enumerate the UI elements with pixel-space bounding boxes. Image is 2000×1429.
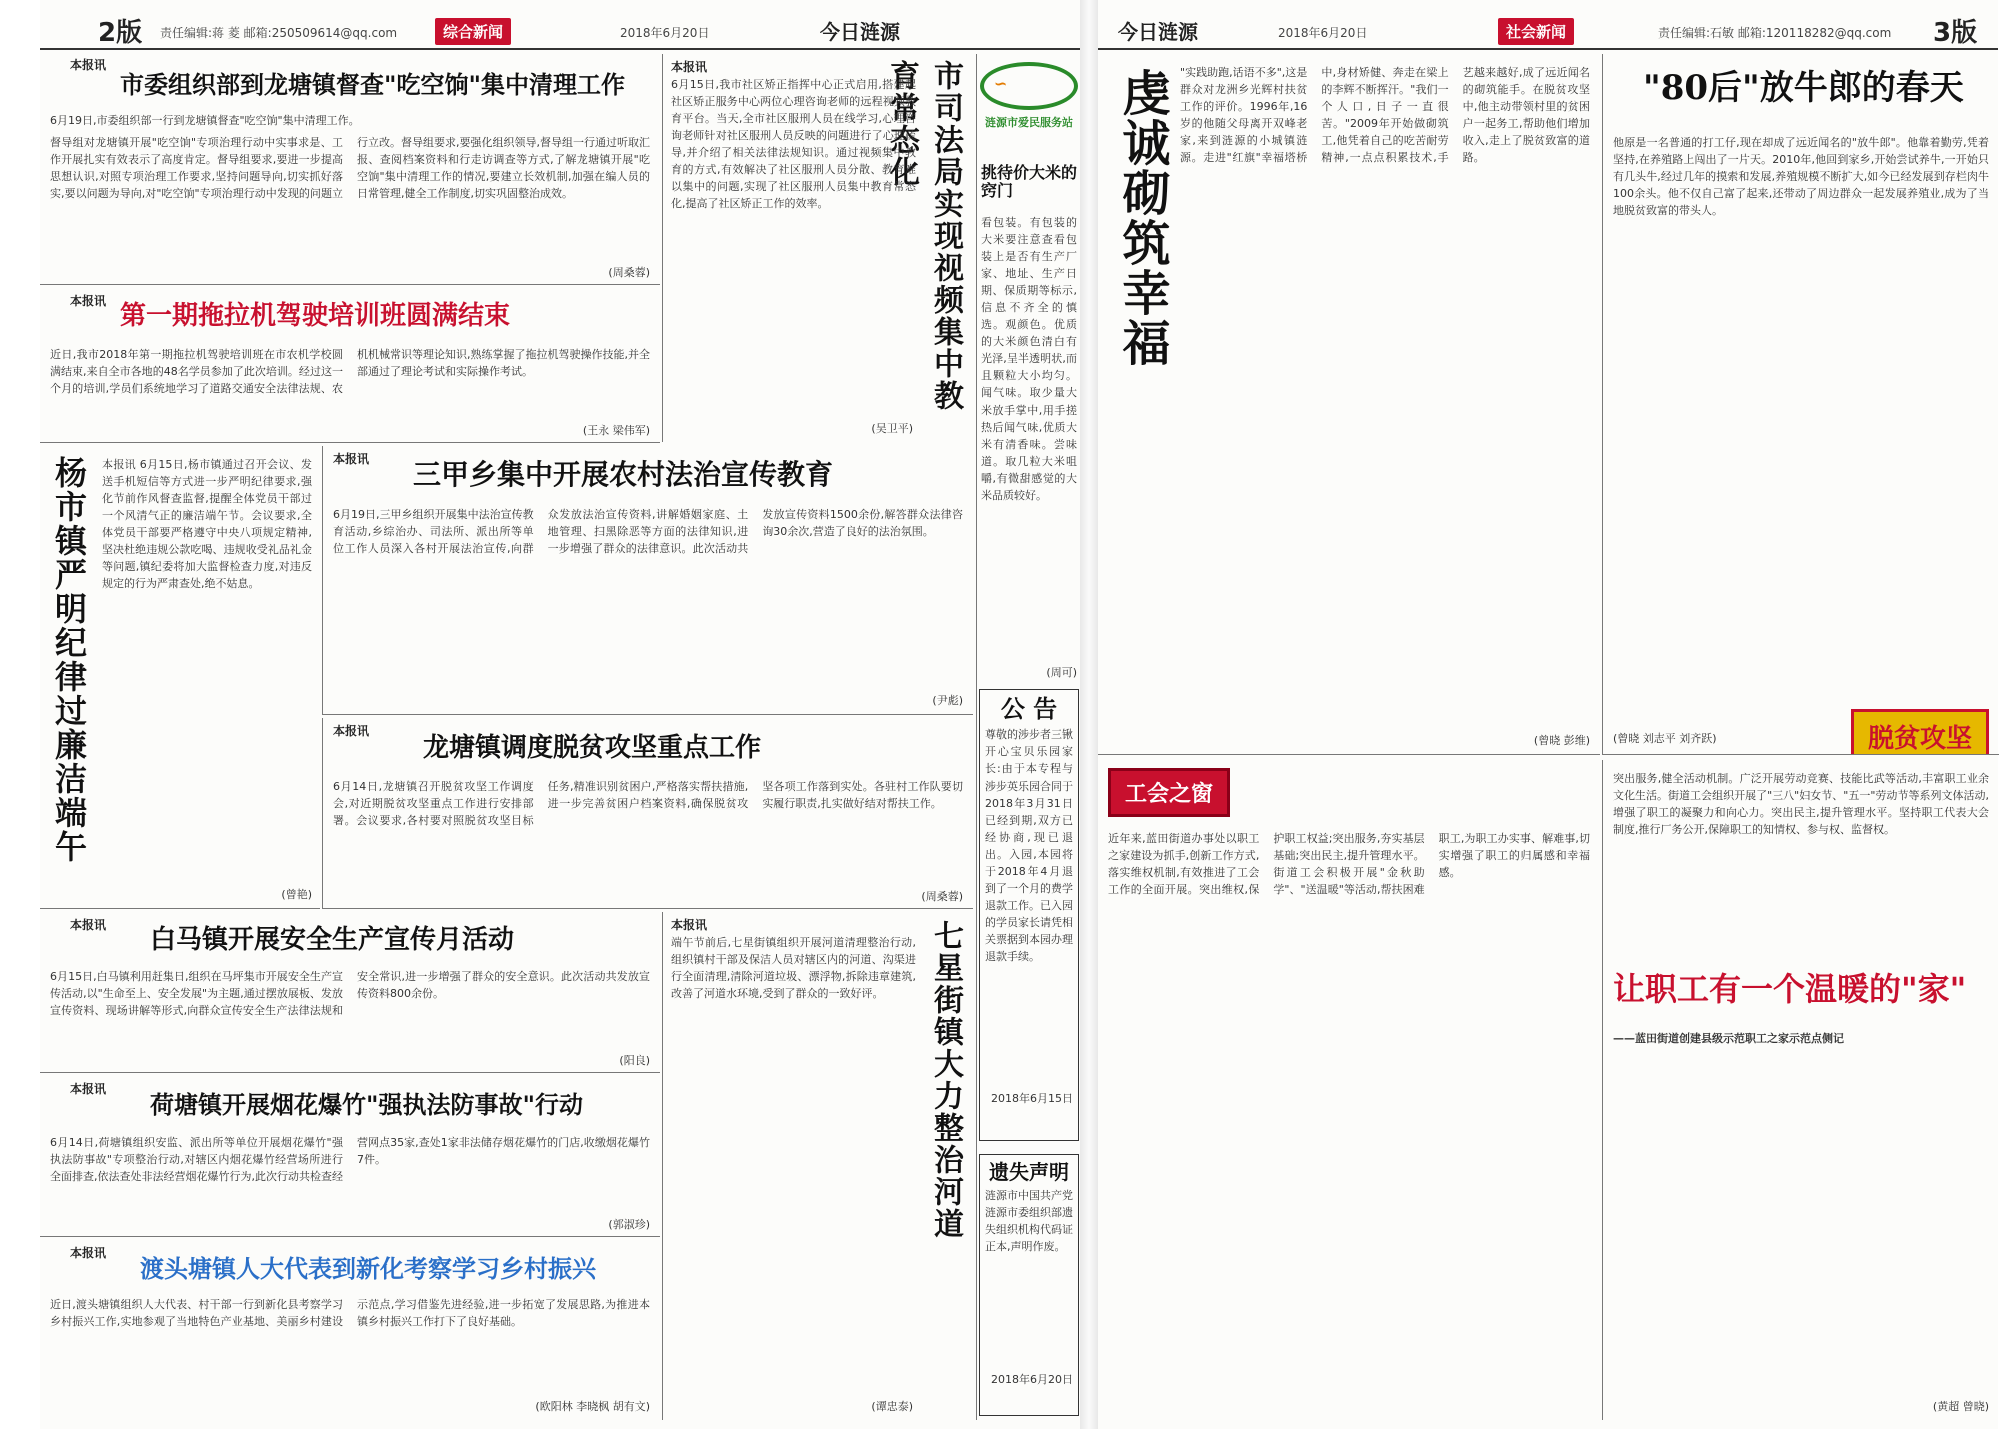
editor-info: 责任编辑:蒋 菱 邮箱:250509614@qq.com [160, 26, 398, 40]
rice-tips-headline: 挑待价大米的窍门 [981, 163, 1078, 200]
article-byline: (阳良) [619, 1054, 650, 1067]
article-byline: (曾晓 彭维) [1533, 734, 1590, 747]
article-body: 6月19日,三甲乡组织开展集中法治宣传教育活动,乡综治办、司法所、派出所等单位工作人员深入各村开展法治宣传,向群众发放法治宣传资料,讲解婚姻家庭、土地管理、扫黑除恶等方面的法律知识,进一步增强了群众的法律意识。此次活动共发放宣传资料1500余份,解答群众法律咨询30余次,营造了良好的法治氛围。 [333, 508, 963, 556]
article-kicker: 本报讯 [333, 724, 370, 738]
article-body: 6月15日,我市社区矫正指挥中心正式启用,搭建起社区矫正服务中心两位心理咨询老师的远程视频教育平台。当天,全市社区服刑人员在线学习,心理咨询老师针对社区服刑人员反映的问题进行了心理疏导,并介绍了相关法律法规知识。通过视频集中教育的方式,有效解决了社区服刑人员分散、教育难以集中的问题,实现了社区服刑人员集中教育常态化,提高了社区矫正工作的效率。 [671, 78, 916, 211]
article-kicker: 本报讯 [70, 58, 107, 72]
lost-statement-body: 涟源市中国共产党涟源市委组织部遗失组织机构代码证正本,声明作废。 [985, 1189, 1073, 1254]
section-tag: 综合新闻 [435, 18, 511, 45]
notice-date: 2018年6月15日 [991, 1092, 1073, 1106]
article-baima-safety-month [40, 912, 660, 1073]
logo-caption: 涟源市爱民服务站 [985, 116, 1073, 129]
article-byline: (欧阳林 李晓枫 胡有文) [535, 1400, 650, 1413]
article-headline: 三甲乡集中开展农村法治宣传教育 [413, 458, 834, 491]
notice-box [979, 689, 1079, 1141]
article-byline: (周桑蓉) [921, 890, 963, 903]
article-kicker: 本报讯 [70, 918, 107, 932]
union-window-tag: 工会之窗 [1108, 768, 1230, 817]
right-strip-column [976, 54, 1081, 1420]
article-warm-home-for-workers [1602, 760, 1999, 1420]
article-body: 6月14日,荷塘镇组织安监、派出所等单位开展烟花爆竹"强执法防事故"专项整治行动,对辖区内烟花爆竹经营场所进行全面排查,依法查处非法经营烟花爆竹行为,此次行动共检查经营网点35家,查处1家非法储存烟花爆竹的门店,收缴烟花爆竹7件。 [50, 1136, 650, 1184]
article-hetang-fireworks [40, 1076, 660, 1237]
lost-statement-box [979, 1154, 1079, 1416]
article-byline: (尹彪) [932, 694, 963, 707]
article-byline: (王永 梁伟军) [582, 424, 650, 437]
article-body: 6月15日,白马镇利用赶集日,组织在马坪集市开展安全生产宣传活动,以"生命至上、安全发展"为主题,通过摆放展板、发放宣传资料、现场讲解等形式,向群众宣传安全生产法律法规和安全常识,进一步增强了群众的安全意识。此次活动共发放宣传资料800余份。 [50, 970, 650, 1018]
article-kicker: 本报讯 [70, 1246, 107, 1260]
service-station-logo [977, 62, 1081, 130]
page-3 [1098, 0, 1998, 1429]
article-headline: 七星街镇大力整治河道 [928, 920, 963, 1240]
article-byline: (黄超 曾晓) [1932, 1400, 1989, 1413]
article-headline: 白马镇开展安全生产宣传月活动 [150, 925, 515, 955]
article-byline: (曾晓 刘志平 刘齐跃) [1613, 732, 1717, 745]
article-body: 突出服务,健全活动机制。广泛开展劳动竞赛、技能比武等活动,丰富职工业余文化生活。街道工会组织开展了"三八"妇女节、"五一"劳动节等系列文体活动,增强了职工的凝聚力和向心力。突出民主,提升管理水平。坚持职工代表大会制度,推行厂务公开,保障职工的知情权、参与权、监督权。 [1613, 772, 1989, 837]
article-headline: 杨市镇严明纪律过廉洁端午 [50, 456, 88, 864]
article-sanjia-legal-education [322, 446, 973, 715]
article-byline: (曾艳) [281, 888, 312, 901]
editor-info: 责任编辑:石敏 邮箱:120118282@qq.com [1658, 26, 1892, 40]
article-80s-cowherd-spring [1602, 54, 1999, 755]
article-dateline: 6月19日,市委组织部一行到龙塘镇督查"吃空饷"集中清理工作。 [50, 114, 360, 127]
article-body: 近日,渡头塘镇组织人大代表、村干部一行到新化县考察学习乡村振兴工作,实地参观了当地特色产业基地、美丽乡村建设示范点,学习借鉴先进经验,进一步拓宽了发展思路,为推进本镇乡村振兴工作打下了良好基础。 [50, 1298, 650, 1329]
rice-tips-byline: (周可) [1046, 666, 1077, 679]
article-dutoutang-study-trip [40, 1240, 660, 1420]
article-subhead: ——蓝田街道创建县级示范职工之家示范点侧记 [1613, 1032, 1844, 1045]
poverty-tag: 脱贫攻坚 [1851, 709, 1989, 755]
article-kicker: 本报讯 [671, 60, 708, 74]
article-body: 近年来,蓝田街道办事处以职工之家建设为抓手,创新工作方式,落实维权机制,有效推进了工会工作的全面开展。突出维权,保护职工权益;突出服务,夯实基层基础;突出民主,提升管理水平。街道工会积极开展"金秋助学"、"送温暖"等活动,帮扶困难职工,为职工办实事、解难事,切实增强了职工的归属感和幸福感。 [1108, 832, 1590, 897]
article-body: 本报讯 6月15日,杨市镇通过召开会议、发送手机短信等方式进一步严明纪律要求,强化节前作风督查监督,提醒全体党员干部过一个风清气正的廉洁端午节。会议要求,全体党员干部要严格遵守中央八项规定精神,坚决杜绝违规公款吃喝、违规收受礼品礼金等问题,镇纪委将加大监督检查力度,对违反规定的行为严肃查处,绝不姑息。 [102, 458, 312, 591]
masthead-small: 今日涟源 [820, 20, 900, 44]
article-body: 6月14日,龙塘镇召开脱贫攻坚工作调度会,对近期脱贫攻坚重点工作进行安排部署。会议要求,各村要对照脱贫攻坚目标任务,精准识别贫困户,严格落实帮扶措施,进一步完善贫困户档案资料,确保脱贫攻坚各项工作落到实处。各驻村工作队要切实履行职责,扎实做好结对帮扶工作。 [333, 780, 963, 828]
article-body: 他原是一名普通的打工仔,现在却成了远近闻名的"放牛郎"。他靠着勤劳,凭着坚持,在养殖路上闯出了一片天。2010年,他回到家乡,开始尝试养牛,一开始只有几头牛,经过几年的摸索和发展,养殖规模不断扩大,如今已经发展到存栏肉牛100余头。他不仅自己富了起来,还带动了周边群众一起发展养殖业,成为了当地脱贫致富的带头人。 [1613, 136, 1989, 218]
page-3-header [1098, 12, 1998, 50]
article-body: 近日,我市2018年第一期拖拉机驾驶培训班在市农机学校圆满结束,来自全市各地的48名学员参加了此次培训。经过这一个月的培训,学员们系统地学习了道路交通安全法律法规、农机机械常识等理论知识,熟练掌握了拖拉机驾驶操作技能,并全部通过了理论考试和实际操作考试。 [50, 348, 650, 396]
article-headline: 虔诚砌筑幸福 [1114, 68, 1170, 368]
article-byline: (周桑蓉) [608, 266, 650, 279]
notice-body: 尊敬的涉步者三锹开心宝贝乐园家长:由于本专程与涉步英乐园合同于2018年3月31日已经到期,双方已经协商,现已退出。入园,本园将于2018年4月退到了一个月的费学退款工作。已入园的学员家长请凭相关票据到本园办理退款手续。 [985, 728, 1073, 963]
article-headline: 让职工有一个温暖的"家" [1613, 970, 1967, 1008]
article-body: 端午节前后,七星街镇组织开展河道清理整治行动,组织镇村干部及保洁人员对辖区内的河道、沟渠进行全面清理,清除河道垃圾、漂浮物,拆除违章建筑,改善了河道水环境,受到了群众的一致好评。 [671, 936, 916, 1001]
article-headline: 渡头塘镇人大代表到新化考察学习乡村振兴 [140, 1255, 596, 1283]
article-body: "实践助跑,话语不多",这是群众对龙洲乡光辉村扶贫工作的评价。1996年,16岁的他随父母离开双峰老家,来到涟源的小城镇涟源。走进"红旗"幸福塔桥中,身材矫健、奔走在梁上的李辉不断挥汗。"我们一个人口,日子一直很苦。"2009年开始做砌筑工,他凭着自己的吃苦耐劳精神,一点点积累技术,手艺越来越好,成了远近闻名的砌筑能手。在脱贫攻坚中,他主动带领村里的贫困户一起务工,帮助他们增加收入,走上了脱贫致富的道路。 [1180, 66, 1590, 165]
article-tractor-training [40, 290, 660, 443]
issue-date: 2018年6月20日 [1278, 26, 1368, 40]
article-headline: "80后"放牛郎的春天 [1643, 68, 1964, 108]
masthead-small: 今日涟源 [1118, 20, 1198, 44]
article-kicker: 本报讯 [70, 294, 107, 308]
article-body: 督导组对龙塘镇开展"吃空饷"专项治理行动中实事求是、工作开展扎实有效表示了高度肯定。督导组要求,要进一步提高思想认识,对照专项治理工作要求,坚持问题导向,切实抓好落实,要以问题为导向,对"吃空饷"专项治理行动中发现的问题立行立改。督导组要求,要强化组织领导,督导组一行通过听取汇报、查阅档案资料和行走访调查等方式,了解龙塘镇开展"吃空饷"集中清理工作的情况,要建立长效机制,加强在编人员的日常管理,健全工作制度,切实巩固整治成效。 [50, 136, 650, 201]
article-headline: 第一期拖拉机驾驶培训班圆满结束 [120, 301, 511, 331]
article-headline: 市司法局实现视频集中教育常态化 [884, 60, 963, 412]
page-number: 3版 [1933, 18, 1978, 48]
article-headline: 龙塘镇调度脱贫攻坚重点工作 [423, 733, 762, 763]
article-union-window [1098, 760, 1600, 1420]
article-devout-masonry-happiness [1098, 54, 1600, 755]
page-gutter [1080, 0, 1098, 1429]
article-headline: 市委组织部到龙塘镇督查"吃空饷"集中清理工作 [120, 71, 626, 99]
article-kicker: 本报讯 [70, 1082, 107, 1096]
lost-statement-title: 遗失声明 [989, 1160, 1069, 1184]
union-window-tag-wrap [1108, 768, 1230, 817]
notice-title: 公 告 [1000, 695, 1058, 723]
article-organization-dept-inspection [40, 54, 660, 285]
article-kicker: 本报讯 [671, 918, 708, 932]
article-byline: (郭淑珍) [608, 1218, 650, 1231]
article-justice-bureau-video-education [662, 54, 973, 442]
page-2-header [40, 12, 1080, 50]
article-byline: (吴卫平) [871, 422, 913, 435]
article-yangshi-town-discipline [40, 446, 320, 909]
article-longtang-poverty-scheduling [322, 718, 973, 909]
lost-statement-date: 2018年6月20日 [991, 1373, 1073, 1386]
issue-date: 2018年6月20日 [620, 26, 710, 40]
poverty-tag-badge [1851, 709, 1989, 755]
article-kicker: 本报讯 [333, 452, 370, 466]
article-qixingjie-river-cleanup [662, 912, 973, 1420]
rice-tips-body: 看包装。有包装的大米要注意查看包装上是否有生产厂家、地址、生产日期、保质期等标示,信息不齐全的慎选。观颜色。优质的大米颜色清白有光泽,呈半透明状,而且颗粒大小均匀。闻气味。取少量大米放手掌中,用手搓热后闻气味,优质大米有清香味。尝味道。取几粒大米咀嚼,有微甜感觉的大米品质较好。 [981, 216, 1077, 502]
logo-icon: ∽ [980, 62, 1078, 110]
section-tag: 社会新闻 [1498, 18, 1574, 45]
article-headline: 荷塘镇开展烟花爆竹"强执法防事故"行动 [150, 1091, 584, 1119]
page-2 [40, 0, 1080, 1429]
page-number: 2版 [98, 18, 143, 48]
article-byline: (谭忠泰) [871, 1400, 913, 1413]
